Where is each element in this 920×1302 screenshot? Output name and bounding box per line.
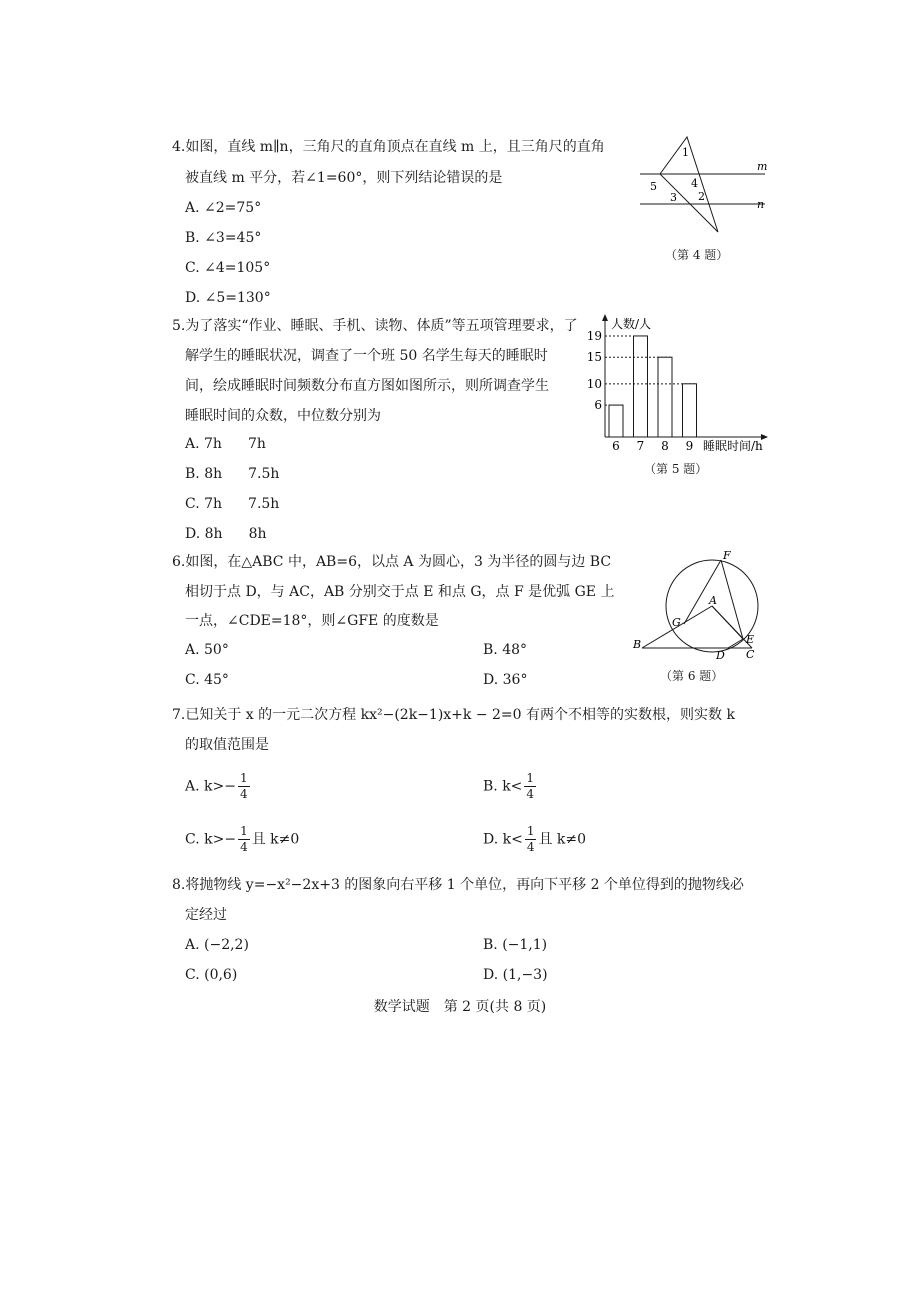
q7-stem-line2: 的取值范围是	[185, 737, 269, 753]
q5-option-d	[185, 527, 267, 541]
q4-stem-line1: 4.如图，直线 m∥n，三角尺的直角顶点在直线 m 上，且三角尺的直角	[172, 139, 605, 155]
q7-stem-line1: 7.已知关于 x 的一元二次方程 kx²−(2k−1)x+k − 2=0 有两个不相等的实数根，则实数 k	[172, 707, 735, 723]
y-tick-label: 15	[586, 350, 602, 365]
label-g: G	[672, 616, 681, 629]
label-e: E	[746, 633, 755, 646]
label-c: C	[746, 648, 755, 661]
q6-option-b: B. 48°	[483, 642, 528, 658]
x-tick-label: 7	[636, 439, 645, 453]
q4-figure	[635, 132, 770, 242]
q6-stem-line1: 6.如图，在△ABC 中，AB=6，以点 A 为圆心，3 为半径的圆与边 BC	[172, 554, 612, 570]
q4-option-d: D. ∠5=130°	[185, 290, 271, 306]
q5-stem-line4: 睡眠时间的众数，中位数分别为	[185, 408, 381, 424]
q4-option-b: B. ∠3=45°	[185, 230, 262, 246]
q5-option-b	[185, 467, 279, 481]
fraction-numerator: 1	[239, 771, 248, 785]
fraction-numerator: 1	[240, 824, 248, 838]
fraction-denominator: 4	[526, 840, 535, 854]
label-m: m	[757, 160, 768, 173]
q8-option-a: A. (−2,2)	[185, 937, 249, 953]
fraction-one-quarter	[525, 824, 537, 855]
q8-stem-line1: 8.将抛物线 y=−x²−2x+3 的图象向右平移 1 个单位，再向下平移 2 个单位得到的抛物线必	[172, 877, 744, 893]
q6-option-a: A. 50°	[185, 642, 229, 658]
q5-option-b-label: B. 8h	[185, 466, 223, 482]
histogram-bar	[609, 405, 623, 437]
label-n: n	[757, 198, 765, 211]
fraction-one-quarter	[524, 771, 536, 802]
q7-option-a-text: A. k>−	[185, 778, 236, 795]
angle-1-label: 1	[682, 146, 689, 159]
q6-option-c: C. 45°	[185, 672, 229, 688]
histogram-bar	[683, 384, 697, 437]
angle-3-label: 3	[670, 191, 677, 204]
q7-option-c-text: C. k>−	[185, 831, 237, 848]
q8-stem-line2: 定经过	[185, 907, 227, 923]
q6-figure	[630, 548, 770, 662]
fraction-denominator: 4	[526, 787, 535, 801]
fraction-denominator: 4	[240, 840, 248, 854]
fraction-denominator: 4	[239, 787, 248, 801]
q7-option-d-condition: 且 k≠0	[538, 831, 587, 848]
fraction-one-quarter	[238, 771, 250, 802]
q4-option-a: A. ∠2=75°	[185, 200, 262, 216]
q6-stem-line3: 一点，∠CDE=18°，则∠GFE 的度数是	[185, 613, 439, 629]
q7-option-d-text: D. k<	[483, 831, 523, 848]
q5-caption: （第 5 题）	[644, 462, 708, 476]
fraction-one-quarter	[238, 824, 250, 855]
histogram-bar	[634, 336, 648, 437]
q6-stem-line2: 相切于点 D，与 AC，AB 分别交于点 E 和点 G，点 F 是优弧 GE 上	[185, 584, 615, 600]
y-axis-label: 人数/人	[611, 317, 652, 331]
label-d: D	[716, 649, 725, 662]
q7-option-b	[483, 771, 538, 802]
q5-stem-line2: 解学生的睡眠状况，调查了一个班 50 名学生每天的睡眠时	[185, 348, 548, 364]
x-axis-label: 睡眠时间/h	[703, 439, 763, 453]
angle-2-label: 2	[698, 190, 705, 203]
x-tick-label: 6	[612, 439, 620, 453]
sleep-histogram	[585, 312, 775, 457]
q5-option-d-value: 8h	[248, 526, 267, 542]
q7-option-d	[483, 824, 586, 855]
histogram-bar	[658, 357, 672, 437]
x-tick-label: 9	[685, 439, 694, 453]
q7-option-c-condition: 且 k≠0	[251, 831, 300, 848]
q6-option-d: D. 36°	[483, 672, 528, 688]
q5-option-c	[185, 497, 279, 511]
q7-option-a	[185, 771, 252, 802]
q8-option-b: B. (−1,1)	[483, 937, 548, 953]
q5-option-b-value: 7.5h	[248, 466, 280, 482]
q4-option-c: C. ∠4=105°	[185, 260, 271, 276]
q7-option-c	[185, 824, 299, 855]
segment-de	[728, 639, 743, 648]
q4-stem-line2: 被直线 m 平分，若∠1=60°，则下列结论错误的是	[185, 170, 503, 186]
q5-option-a-label: A. 7h	[185, 436, 222, 452]
q5-option-a-value: 7h	[247, 436, 266, 452]
angle-4-label: 4	[691, 177, 698, 190]
q8-option-d: D. (1,−3)	[483, 967, 548, 983]
y-axis-arrow	[602, 314, 608, 321]
q5-stem-line3: 间，绘成睡眠时间频数分布直方图如图所示，则所调查学生	[185, 378, 549, 394]
q5-option-a	[185, 437, 266, 451]
q5-option-d-label: D. 8h	[185, 526, 223, 542]
y-tick-label: 10	[586, 376, 602, 391]
label-b: B	[633, 638, 642, 651]
q5-option-c-value: 7.5h	[248, 496, 280, 512]
x-tick-label: 8	[661, 439, 669, 453]
page-footer: 数学试题 第 2 页(共 8 页)	[373, 999, 547, 1015]
label-a: A	[709, 594, 717, 607]
segment-fg	[684, 560, 721, 624]
triangle-ruler	[660, 137, 718, 232]
fraction-numerator: 1	[526, 771, 535, 785]
q7-option-b-text: B. k<	[483, 778, 523, 795]
fraction-numerator: 1	[526, 824, 535, 838]
label-f: F	[723, 549, 731, 562]
q6-caption: （第 6 题）	[660, 669, 724, 683]
q4-caption: （第 4 题）	[665, 248, 729, 262]
y-tick-label: 6	[594, 398, 602, 413]
q8-option-c: C. (0,6)	[185, 967, 238, 983]
y-tick-label: 19	[586, 328, 602, 343]
q5-stem-line1: 5.为了落实“作业、睡眠、手机、读物、体质”等五项管理要求，了	[172, 318, 578, 334]
q5-option-c-label: C. 7h	[185, 496, 223, 512]
angle-5-label: 5	[650, 180, 657, 193]
